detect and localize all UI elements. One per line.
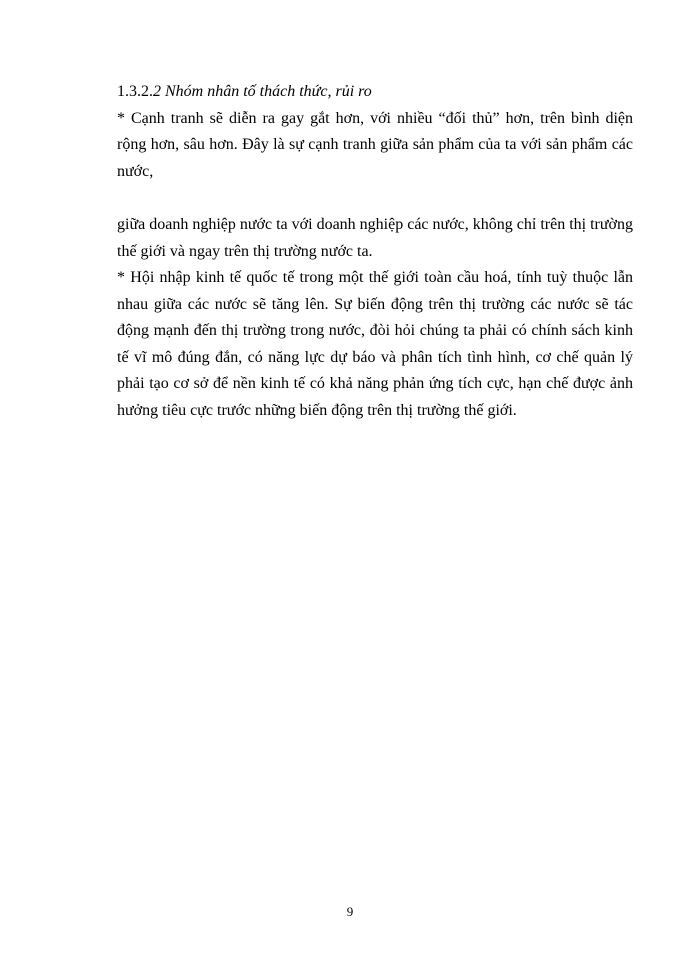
paragraph-integration: * Hội nhập kinh tế quốc tế trong một thế giới toàn cầu hoá, tính tuỳ thuộc lẫn nhau giữa các nước sẽ tăng lên. Sự biến động trên thị trường các nước sẽ tác động mạnh đến thị trường trong nước, đòi hỏi chúng ta phải có chính sách kinh tế vĩ mô đúng đắn, có năng lực dự báo và phân tích tình hình, cơ chế quản lý phải tạo cơ sở để nền kinh tế có khả năng phản ứng tích cực, hạn chế được ảnh hưởng tiêu cực trước những biến động trên thị trường thế giới.: [117, 269, 633, 419]
paragraph-gap: [117, 185, 633, 212]
paragraph-competition: * Cạnh tranh sẽ diễn ra gay gắt hơn, với nhiều “đối thủ” hơn, trên bình diện rộng hơn, sâu hơn. Đây là sự cạnh tranh giữa sản phẩm của ta với sản phẩm các nước,: [117, 109, 633, 180]
section-heading: [117, 79, 633, 106]
page-body: [117, 79, 633, 424]
page-number: 9: [346, 904, 354, 919]
section-title: 2 Nhóm nhân tố thách thức, rủi ro: [153, 83, 372, 100]
paragraph-competition-continued: giữa doanh nghiệp nước ta với doanh nghiệp các nước, không chỉ trên thị trường thế giới và ngay trên thị trường nước ta.: [117, 216, 633, 260]
section-number: 1.3.2.: [117, 83, 153, 100]
